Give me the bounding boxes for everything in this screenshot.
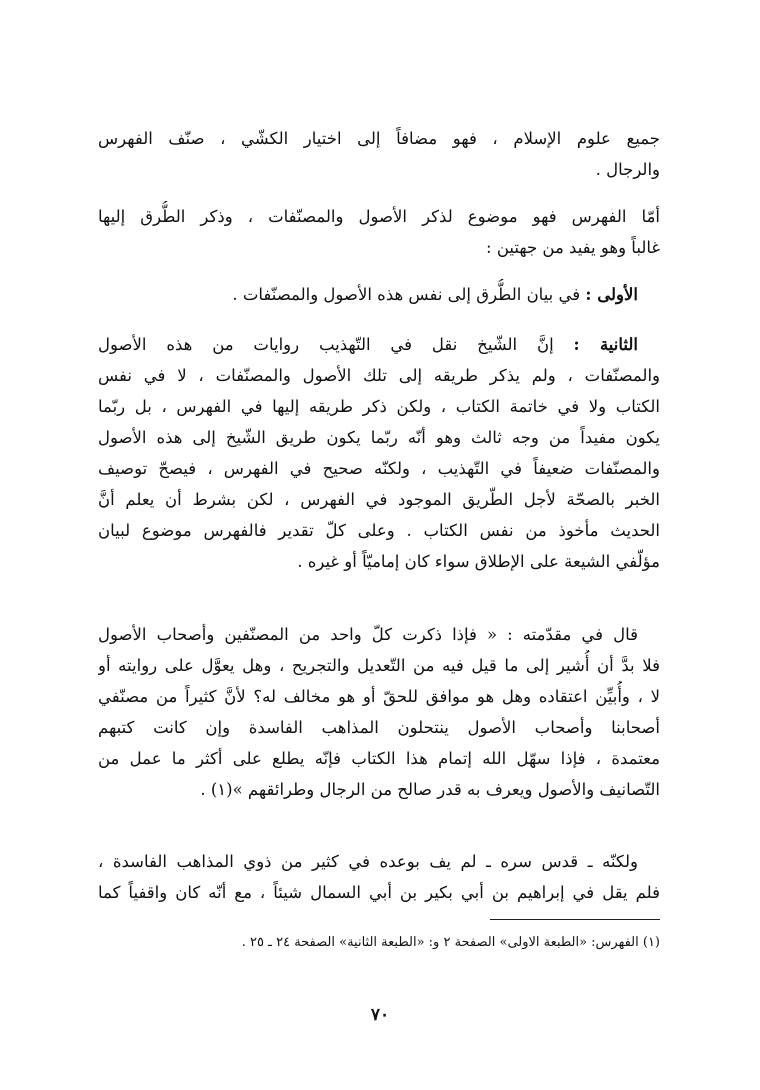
page-number: ٧٠ xyxy=(370,1005,390,1025)
paragraph xyxy=(98,201,660,263)
text-line: لا ، وأُبيِّن اعتقاده وهل هو موافق للحقّ أو هو مخالف له؟ لأنَّ كثيراً من مصنّفي xyxy=(98,687,660,706)
text-line: مؤلّفي الشيعة على الإطلاق سواء كان إماميّاً أو غيره . xyxy=(297,552,660,571)
footnote: (١) الفهرس: «الطبعة الاولى» الصفحة ٢ و: «الطبعة الثانية» الصفحة ٢٤ ـ ٢٥ . xyxy=(241,935,660,950)
text-line xyxy=(98,329,660,360)
paragraph xyxy=(98,329,660,577)
paragraph-lead: الثانية : xyxy=(573,335,638,354)
line-text: في بيان الطُّرق إلى نفس هذه الأصول والمصنّفات . xyxy=(232,285,586,304)
text-line: الخبر بالصحّة لأجل الطّريق الموجود في الفهرس ، لكن بشرط أن يعلم أنَّ xyxy=(98,490,660,509)
text-line: أصحابنا وأصحاب الأصول ينتحلون المذاهب الفاسدة وإن كانت كتبهم xyxy=(98,718,660,737)
text-line: فلم يقل في إبراهيم بن أبي بكير بن أبي السمال شيئاً ، مع أنّه كان واقفياً كما xyxy=(98,883,660,902)
paragraph xyxy=(98,279,660,310)
text-line: فلا بدَّ أن أُشير إلى ما قيل فيه من التّعديل والتجريح ، وهل يعوَّل على روايته أو xyxy=(98,656,660,675)
text-line: أمّا الفهرس فهو موضوع لذكر الأصول والمصنّفات ، وذكر الطُّرق إليها xyxy=(98,207,660,226)
text-line: غالباً وهو يفيد من جهتين : xyxy=(486,238,660,257)
text-line: التّصانيف والأصول ويعرف به قدر صالح من الرجال وطرائقهم »(١) . xyxy=(200,780,660,799)
text-line: الحديث مأخوذ من نفس الكتاب . وعلى كلّ تقدير فالفهرس موضوع لبيان xyxy=(98,521,660,540)
footnote-separator xyxy=(490,919,660,920)
text-line xyxy=(98,279,660,310)
paragraph-lead: الأولى : xyxy=(585,285,638,304)
text-line: جميع علوم الإسلام ، فهو مضافاً إلى اختيار الكشّي ، صنّف الفهرس xyxy=(98,129,660,148)
paragraph xyxy=(98,123,660,185)
text-line: يكون مفيداً من وجه ثالث وهو أنّه ربّما يكون طريق الشّيخ إلى هذه الأصول xyxy=(98,428,660,447)
text-line: ولكنّه ـ قدس سره ـ لم يف بوعده في كثير من ذوي المذاهب الفاسدة ، xyxy=(98,852,638,871)
line-text: إنَّ الشّيخ نقل في التّهذيب روايات من هذه الأصول xyxy=(98,335,574,354)
paragraph xyxy=(98,619,660,805)
text-line: والرجال . xyxy=(595,160,660,179)
text-line: والمصنّفات ضعيفاً في التّهذيب ، ولكنّه صحيح في الفهرس ، فيصحّ توصيف xyxy=(98,459,660,478)
text-line: معتمدة ، فإذا سهّل الله إتمام هذا الكتاب فإنّه يطلع على أكثر ما عمل من xyxy=(98,749,660,768)
text-line: قال في مقدّمته : « فإذا ذكرت كلّ واحد من المصنّفين وأصحاب الأصول xyxy=(98,625,638,644)
text-line: والمصنّفات ، ولم يذكر طريقه إلى تلك الأصول والمصنّفات ، لا في نفس xyxy=(98,366,660,385)
paragraph xyxy=(98,846,660,908)
text-line: الكتاب ولا في خاتمة الكتاب ، ولكن ذكر طريقه إليها في الفهرس ، بل ربّما xyxy=(98,397,660,416)
